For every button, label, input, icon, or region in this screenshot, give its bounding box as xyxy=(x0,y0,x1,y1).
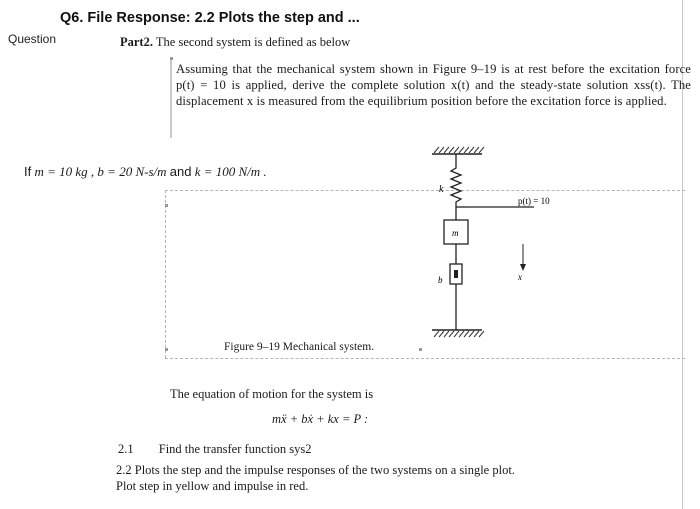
parameters-line xyxy=(24,164,267,180)
figure-frame-bottom xyxy=(165,358,685,359)
figure-mark-bottom-left xyxy=(165,348,168,351)
mass-label: m xyxy=(452,228,459,238)
question-title: Q6. File Response: 2.2 Plots the step and ... xyxy=(60,10,360,26)
figure-caption: Figure 9–19 Mechanical system. xyxy=(224,341,375,353)
figure-frame-left xyxy=(165,190,166,358)
figure-mark-bottom-mid xyxy=(419,348,422,351)
spring-label: k xyxy=(439,184,444,195)
force-label: p(t) = 10 xyxy=(518,196,550,206)
part-heading xyxy=(120,35,350,50)
damper-label: b xyxy=(438,275,443,285)
task-2-1-text: Find the transfer function sys2 xyxy=(158,442,312,456)
param-k: k = 100 N/m . xyxy=(194,164,267,179)
figure-mark-top xyxy=(165,204,168,207)
task-2-2: 2.2 Plots the step and the impulse responses of the two systems on a single plot. Plot step in yellow and impulse in red. xyxy=(116,463,515,493)
params-and: and xyxy=(169,164,192,179)
param-b: b = 20 N-s/m xyxy=(97,164,167,179)
box-corner-mark xyxy=(170,57,173,60)
mechanical-system-diagram xyxy=(410,140,610,345)
task-2-1-number: 2.1 xyxy=(118,442,134,456)
params-prefix: If xyxy=(24,164,32,179)
task-2-1 xyxy=(118,442,312,457)
displacement-label: x xyxy=(518,272,522,282)
problem-text: Assuming that the mechanical system shown in Figure 9–19 is at rest before the excitation force p(t) = 10 is applied, derive the complete solution x(t) and the steady-state solution xss(t). The displacement x is measured from the equilibrium position before the excitation force is applied. xyxy=(176,62,691,108)
part-label: Part2. xyxy=(120,35,153,49)
equation-intro: The equation of motion for the system is xyxy=(170,387,374,401)
part-text: The second system is defined as below xyxy=(155,35,351,49)
param-m: m = 10 kg , xyxy=(34,164,95,179)
equation-formula: mẍ + bẋ + kx = P : xyxy=(272,412,369,426)
question-label: Question xyxy=(8,32,57,46)
